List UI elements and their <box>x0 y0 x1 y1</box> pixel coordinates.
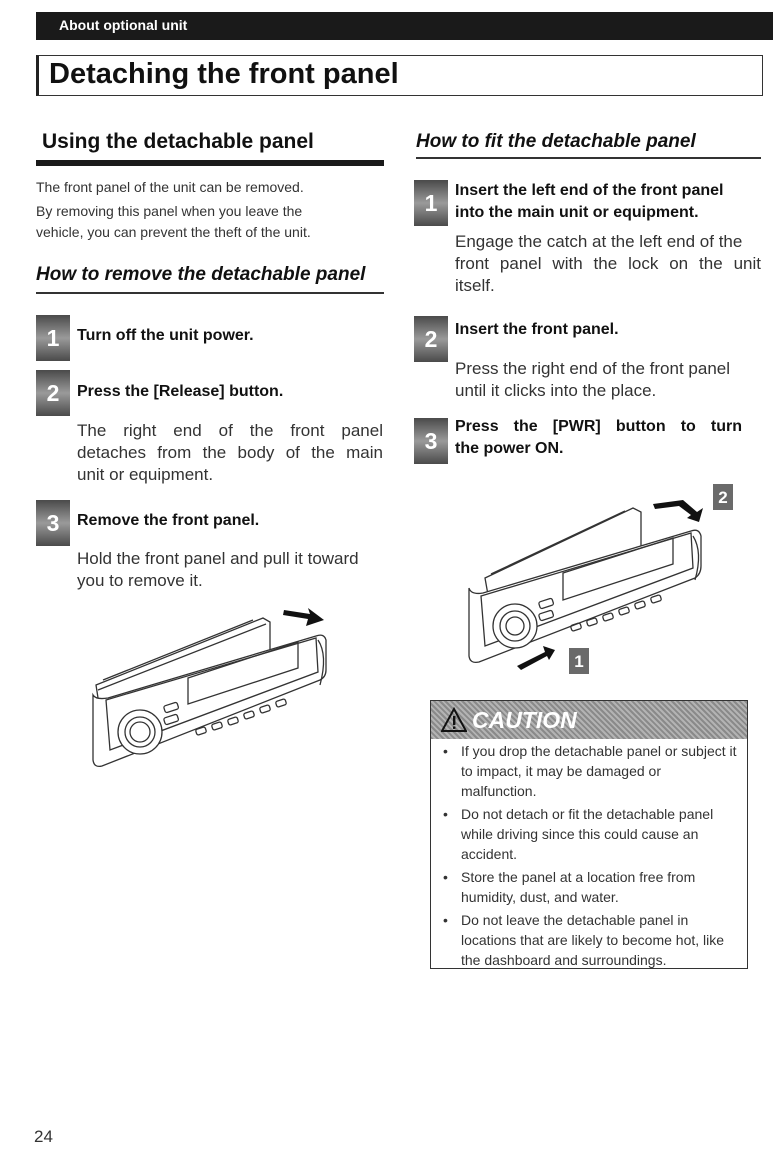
step-text: The right end of the front panel <box>77 421 383 440</box>
step-text: detaches from the body of the main <box>77 443 383 462</box>
intro-line: The front panel of the unit can be removed. <box>36 179 304 195</box>
step-badge: 3 <box>414 418 448 464</box>
caution-item: • Do not detach or fit the detachable panel while driving since this could cause an accident. <box>443 804 739 864</box>
fit-heading: How to fit the detachable panel <box>416 131 696 152</box>
step-text: itself. <box>455 276 495 295</box>
step-text: you to remove it. <box>77 571 203 590</box>
step-text: until it clicks into the place. <box>455 381 657 400</box>
caution-list <box>431 739 747 970</box>
caution-item: • If you drop the detachable panel or subject it to impact, it may be damaged or malfunction. <box>443 741 739 801</box>
step-badge: 1 <box>414 180 448 226</box>
step-text: Engage the catch at the left end of the <box>455 232 743 251</box>
step-title: Turn off the unit power. <box>77 327 254 344</box>
step-title: Remove the front panel. <box>77 512 260 529</box>
step-title: Press the [Release] button. <box>77 383 284 400</box>
section-header-bar <box>36 12 773 40</box>
step-badge: 2 <box>36 370 70 416</box>
fit-panel-illustration <box>465 478 745 678</box>
step-title: into the main unit or equipment. <box>455 204 699 221</box>
caution-box <box>430 700 748 969</box>
section-label: About optional unit <box>59 17 188 33</box>
warning-triangle-icon <box>441 707 467 733</box>
step-title: Insert the left end of the front panel <box>455 182 724 199</box>
step-text: Hold the front panel and pull it toward <box>77 549 359 568</box>
remove-heading: How to remove the detachable panel <box>36 264 366 285</box>
step-badge: 3 <box>36 500 70 546</box>
step-badge: 2 <box>414 316 448 362</box>
step-title: Press the [PWR] button to turn <box>455 418 742 435</box>
caution-item: • Store the panel at a location free from humidity, dust, and water. <box>443 867 739 907</box>
step-badge: 1 <box>36 315 70 361</box>
heading-underline-bar <box>36 160 384 166</box>
page-title-box <box>36 55 763 96</box>
page-number: 24 <box>34 1127 53 1146</box>
arrow-icon <box>283 608 324 626</box>
caution-item: • Do not leave the detachable panel in locations that are likely to become hot, like the dashboard and surroundings. <box>443 910 739 970</box>
step-text: unit or equipment. <box>77 465 214 484</box>
intro-line: By removing this panel when you leave the <box>36 203 303 219</box>
arrow-icon <box>653 500 703 522</box>
caution-header <box>431 701 747 739</box>
remove-heading-rule <box>36 292 384 294</box>
using-panel-heading: Using the detachable panel <box>42 130 314 153</box>
figure-label: 2 <box>718 488 728 507</box>
figure-label: 1 <box>574 652 584 671</box>
step-title: Insert the front panel. <box>455 321 619 338</box>
intro-line: vehicle, you can prevent the theft of the unit. <box>36 224 311 240</box>
remove-panel-illustration <box>88 600 338 775</box>
step-title: the power ON. <box>455 440 564 457</box>
step-text: Press the right end of the front panel <box>455 359 731 378</box>
page-title: Detaching the front panel <box>49 58 399 90</box>
arrow-icon <box>517 646 555 670</box>
caution-title: CAUTION <box>472 706 577 733</box>
fit-heading-rule <box>416 157 761 159</box>
step-text: front panel with the lock on the unit <box>455 254 761 273</box>
